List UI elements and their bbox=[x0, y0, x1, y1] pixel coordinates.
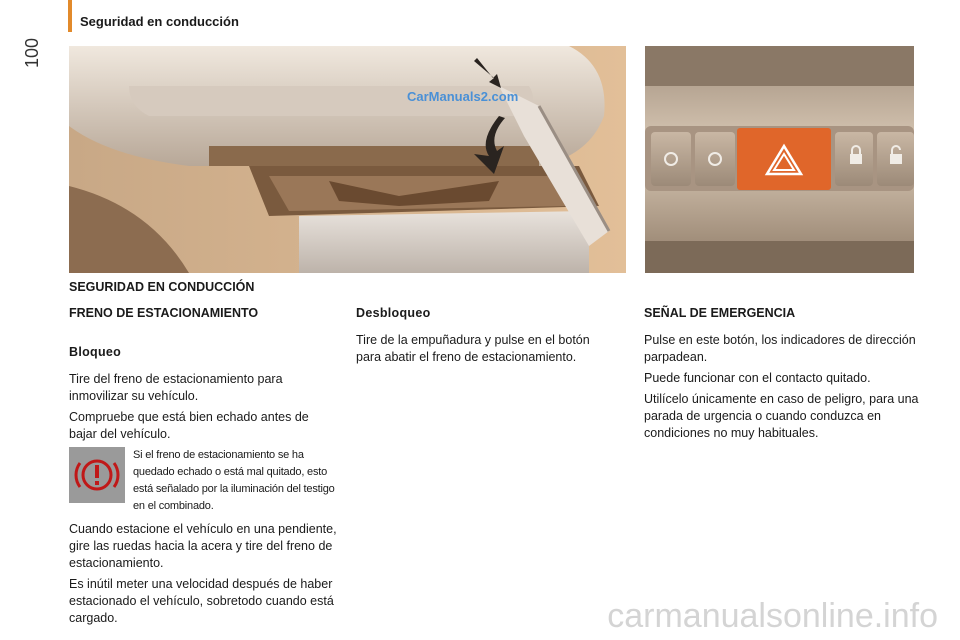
warning-note-text: Si el freno de estacionamiento se ha quedado echado o está mal quitado, esto está señalado por la iluminación del testigo en el combinado. bbox=[133, 449, 335, 512]
parking-brake-heading: FRENO DE ESTACIONAMIENTO bbox=[69, 306, 259, 320]
lock-paragraph-3: Cuando estacione el vehículo en una pendiente, gire las ruedas hacia la acera y tire del freno de estacionamiento. bbox=[69, 522, 337, 570]
parking-brake-image bbox=[69, 46, 626, 273]
lock-subheading: Bloqueo bbox=[69, 345, 122, 359]
unlock-paragraph: Tire de la empuñadura y pulse en el botón para abatir el freno de estacionamiento. bbox=[356, 333, 590, 364]
warning-note bbox=[69, 447, 339, 515]
brake-warning-icon bbox=[69, 447, 125, 503]
hazard-paragraph-1: Pulse en este botón, los indicadores de dirección parpadean. bbox=[644, 333, 916, 364]
unlock-column bbox=[356, 305, 616, 370]
hazard-heading: SEÑAL DE EMERGENCIA bbox=[644, 306, 796, 320]
footer-watermark: carmanualsonline.info bbox=[607, 597, 938, 635]
lock-paragraph-1: Tire del freno de estacionamiento para inmovilizar su vehículo. bbox=[69, 372, 283, 403]
header-accent-bar bbox=[68, 0, 72, 32]
hazard-button-image bbox=[645, 46, 914, 273]
section-title: SEGURIDAD EN CONDUCCIÓN bbox=[69, 280, 255, 294]
hazard-column bbox=[644, 305, 924, 446]
lock-paragraph-2: Compruebe que está bien echado antes de bajar del vehículo. bbox=[69, 410, 309, 441]
hazard-paragraph-3: Utilícelo únicamente en caso de peligro, para una parada de urgencia o cuando conduzca en condiciones no muy habituales. bbox=[644, 392, 919, 440]
page-header-title: Seguridad en conducción bbox=[80, 14, 239, 29]
image-watermark-text: CarManuals2.com bbox=[407, 89, 519, 104]
lock-paragraph-4: Es inútil meter una velocidad después de haber estacionado el vehículo, sobretodo cuando está cargado. bbox=[69, 577, 334, 625]
page-number: 100 bbox=[22, 37, 42, 68]
svg-text:CarManuals2.com bbox=[407, 89, 518, 104]
unlock-subheading: Desbloqueo bbox=[356, 306, 431, 320]
hazard-paragraph-2: Puede funcionar con el contacto quitado. bbox=[644, 371, 871, 385]
parking-brake-column bbox=[69, 305, 339, 631]
